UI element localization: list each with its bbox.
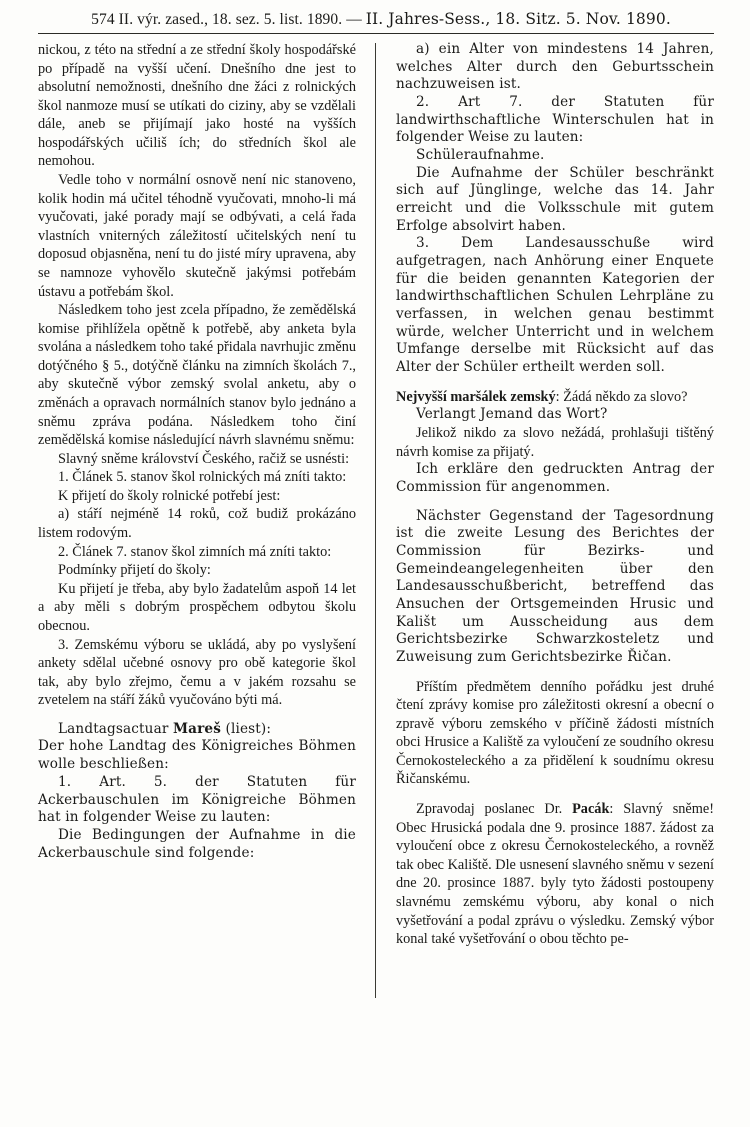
paragraph: a) ein Alter von mindestens 14 Jahren, welches Alter durch den Geburtsschein nachzuweisen ist. [396, 41, 714, 93]
speech-text: Slavný sněme! Obec Hrusická podala dne 9. prosince 1887. žádost za vyloučení obce z okresu Černokosteleckého, a rovněž tak obec Kaliště. Dle usnesení slavného sněmu v sezení dne 20. prosince 1887. byly tyto žádosti postoupeny slavnému zemskému výboru, aby konal o nich vyšetřování a podal zprávu o výsledku. Zemský výbor konal také vyšetřování o obou těchto pe- [396, 801, 715, 948]
reporter-colon: : [609, 801, 614, 818]
header-czech: II. výr. zased., 18. sez. 5. list. 1890. [118, 11, 343, 28]
paragraph: Příštím předmětem denního pořádku jest druhé čtení zprávy komise pro záležitosti okresní a obecní o zpravě výboru zemského v příčině žádosti místních obci Hrusice a Kaliště za vyloučení ze soudního okresu Černokosteleckého a za přidělení k soudnímu okresu Řičanskému. [396, 678, 714, 788]
paragraph: Ku přijetí je třeba, aby bylo žadatelům aspoň 14 let a aby měli s dobrým prospěchem odbytou školu obecnou. [38, 580, 356, 634]
paragraph: Podmínky přijetí do školy: [58, 562, 211, 579]
paragraph: K přijetí do školy rolnické potřebí jest: [58, 487, 281, 504]
paragraph: Slavný sněme království Českého, račiž se usnésti: [58, 450, 350, 467]
speaker-suffix: (liest): [225, 720, 272, 737]
paragraph: 3. Dem Landesausschuße wird aufgetragen, nach Anhörung einer Enquete für die beiden genannten Kategorien der landwirthschaftlichen Schulen Lehrpläne zu verfassen, in welchen genau bestimmt würde, welcher Unterricht und in welchem Umfange derselbe mit Rücksicht auf das Alter der Schüler ertheilt werden soll. [396, 235, 714, 376]
paragraph: a) stáří nejméně 14 roků, což budiž prokázáno listem rodovým. [38, 506, 356, 542]
reporter-name: Pacák [572, 801, 610, 818]
speech-text: Žádá někdo za slovo? [563, 388, 688, 405]
paragraph: Jelikož nikdo za slovo nežádá, prohlašuji tištěný návrh komise za přijatý. [396, 425, 714, 460]
paragraph: 1. Art. 5. der Statuten für Ackerbauschulen im Königreiche Böhmen hat in folgender Weise zu lauten: [38, 773, 356, 826]
paragraph: 2. Článek 7. stanov škol zimních má zníti takto: [58, 543, 332, 560]
page-number: 574 [91, 11, 115, 28]
header-rule [38, 33, 714, 34]
paragraph: Die Bedingungen der Aufnahme in die Ackerbauschule sind folgende: [38, 826, 356, 861]
speaker-colon: : [555, 388, 560, 405]
speaker-line [38, 721, 356, 739]
paragraph: Verlangt Jemand das Wort? [416, 406, 608, 423]
paragraph: Vedle toho v normální osnově není nic stanoveno, kolik hodin má učitel téhodně vyučovati, mnoho-li má vyučovati, jaké porady mají se odbývati, a celá řada vlastních vniterných záležitostí učitelských není tu doposud objasněna, není tu do jisté míry upravena, aby se namnoze vyhovělo skutečně jakýmsi potřebám ústavu a potřebám škol. [38, 172, 356, 300]
page-header [38, 10, 724, 29]
left-column [38, 41, 356, 1031]
paragraph: 1. Článek 5. stanov škol rolnických má zníti takto: [58, 469, 347, 486]
column-divider [375, 43, 376, 998]
paragraph: Die Aufnahme der Schüler beschränkt sich auf Jünglinge, welche das 14. Jahr erreicht und die Volksschule mit gutem Erfolge absolvirt haben. [396, 164, 714, 234]
speaker-name: Mareš [172, 720, 222, 737]
header-separator: — [346, 11, 362, 28]
speaker-name: Nejvyšší maršálek zemský [396, 388, 556, 405]
paragraph: 3. Zemskému výboru se ukládá, aby po vyslyšení ankety sdělal učebné osnovy pro obě kategorie škol tak, aby bylo zřejmo, čemu a v jakém rozsahu se zvetelem na stáří žáků vyučováno býti má. [38, 636, 356, 709]
paragraph: 2. Art 7. der Statuten für landwirthschaftliche Winterschulen hat in folgender Weise zu lauten: [396, 94, 714, 146]
column-container [38, 41, 714, 1031]
reporter-paragraph [396, 800, 714, 949]
paragraph: Ich erkläre den gedruckten Antrag der Commission für angenommen. [396, 461, 714, 495]
right-column [396, 41, 714, 1031]
paragraph: Der hohe Landtag des Königreiches Böhmen wolle beschließen: [38, 738, 356, 773]
header-german: II. Jahres-Sess., 18. Sitz. 5. Nov. 1890. [365, 10, 671, 28]
reporter-prefix: Zpravodaj poslanec Dr. [416, 801, 563, 818]
paragraph: nickou, z této na střední a ze střední školy hospodářské po případě na vyšší učení. Dnešního dne jest to absolutní nemožnosti, dnešního dne žáci z rolnických škol nanmoze musí se utíkati do ciziny, aby se vzdělali dále, aneb se přijímají jako hosté na vyšších hospodářských učiliš ích; do středních škol ale nemohou. [38, 42, 356, 170]
paragraph: Následkem toho jest zcela případno, že zemědělská komise přihlížela opětně k potřebě, aby anketa byla svolána a následkem toho také přidala navrhujic změnu dotýčného § 5., dotýčně článku na zimních školách 7., aby skutečně výbor zemský svolal anketu, aby o změnách a opravach normálních stanov bylo jednáno a sněmu zpráva podána. Následkem toho činí zemědělská komise následující návrh slavnému sněmu: [38, 302, 356, 449]
speaker-role: Landtagsactuar [58, 720, 169, 737]
paragraph: Schüleraufnahme. [416, 147, 545, 164]
paragraph: Nächster Gegenstand der Tagesordnung ist die zweite Lesung des Berichtes der Commission für Bezirks- und Gemeindeangelegenheiten über den Landesausschußbericht, betreffend das Ansuchen der Ortsgemeinden Hrusic und Kališt um Ausscheidung aus dem Gerichtsbezirke Schwarzkosteletz und Zuweisung zum Gerichtsbezirke Řičan. [396, 507, 714, 665]
marshal-speaker-line [396, 388, 714, 407]
